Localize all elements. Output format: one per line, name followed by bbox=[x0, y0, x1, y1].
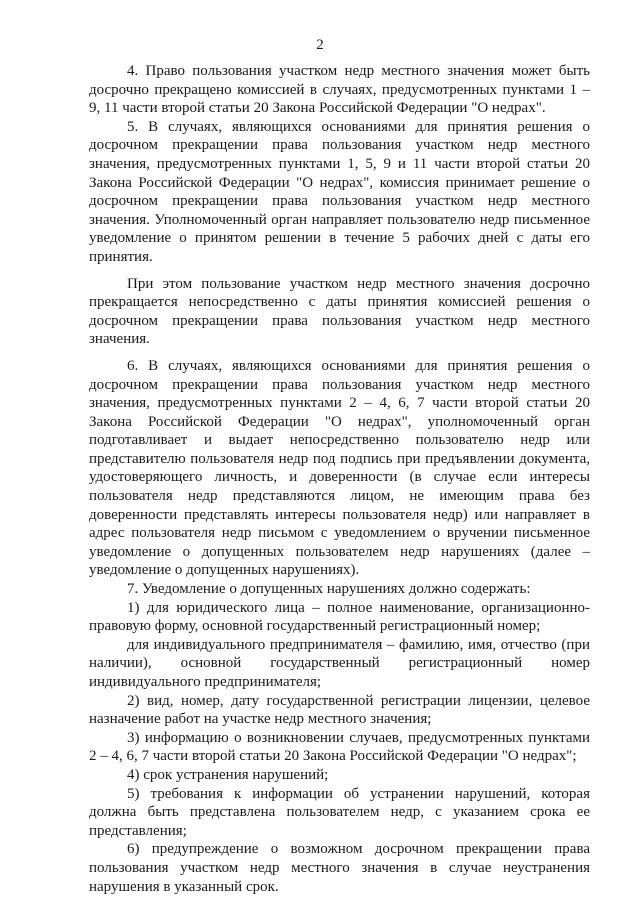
page-number: 2 bbox=[316, 37, 324, 53]
list-item-5: 5) требования к информации об устранении нарушений, которая должна быть представлена пользователем недр, с указанием срока ее представления; bbox=[89, 785, 590, 839]
list-item-6: 6) предупреждение о возможном досрочном прекращении права пользования участком недр местного значения в случае неустранения нарушения в указанный срок. bbox=[89, 841, 590, 895]
paragraph-clause-7: 7. Уведомление о допущенных нарушениях должно содержать: bbox=[127, 581, 531, 598]
list-item-3: 3) информацию о возникновении случаев, предусмотренных пунктами 2 – 4, 6, 7 части второй статьи 20 Закона Российской Федерации "О недрах"; bbox=[89, 729, 590, 765]
list-item-1-entrepreneur: для индивидуального предпринимателя – фамилию, имя, отчество (при наличии), основной государственный регистрационный номер индивидуального предпринимателя; bbox=[89, 636, 590, 690]
list-item-1-legal-entity: 1) для юридического лица – полное наименование, организационно-правовую форму, основной государственный регистрационный номер; bbox=[89, 599, 590, 635]
list-item-4: 4) срок устранения нарушений; bbox=[127, 766, 329, 783]
paragraph-clause-6: 6. В случаях, являющихся основаниями для принятия решения о досрочном прекращении права пользования участком недр местного значения, предусмотренных пунктами 2 – 4, 6, 7 части второй статьи 20 Закона Российской Федерации "О недрах", уполномоченный орган подготавливает и выдает непосредственно пользователю недр или представителю пользователя недр под подпись при предъявлении документа, удостоверяющего личность, и доверенности (в случае если интересы пользователя недр представляются лицом, не имеющим права без доверенности представлять интересы пользователя недр) или направляет в адрес пользователя недр письмом с уведомлением о вручении письменное уведомление о допущенных пользователем недр нарушениях (далее – уведомление о допущенных нарушениях). bbox=[89, 357, 590, 579]
paragraph-clause-5-continuation: При этом пользование участком недр местного значения досрочно прекращается непосредственно с даты принятия комиссией решения о досрочном прекращении права пользования участком недр местного значения. bbox=[89, 275, 590, 348]
list-item-2: 2) вид, номер, дату государственной регистрации лицензии, целевое назначение работ на участке недр местного значения; bbox=[89, 692, 590, 728]
document-body bbox=[89, 62, 590, 896]
paragraph-clause-5: 5. В случаях, являющихся основаниями для принятия решения о досрочном прекращении права пользования участком недр местного значения, предусмотренных пунктами 1, 5, 9 и 11 части второй статьи 20 Закона Российской Федерации "О недрах", комиссия принимает решение о досрочном прекращении права пользования участком недр местного значения. Уполномоченный орган направляет пользователю недр письменное уведомление о принятом решении в течение 5 рабочих дней с даты его принятия. bbox=[89, 118, 590, 265]
paragraph-clause-4: 4. Право пользования участком недр местного значения может быть досрочно прекращено комиссией в случаях, предусмотренных пунктами 1 – 9, 11 части второй статьи 20 Закона Российской Федерации "О недрах". bbox=[89, 63, 590, 117]
